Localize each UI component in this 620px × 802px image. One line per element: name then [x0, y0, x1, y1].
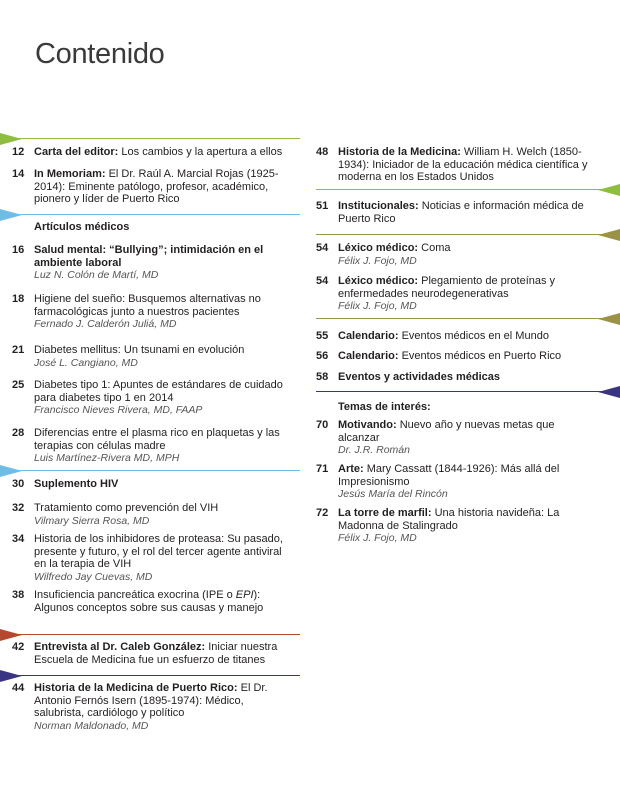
page-number: 38: [12, 589, 25, 601]
entry-lead: Entrevista al Dr. Caleb González:: [34, 641, 206, 653]
divider-line: [0, 470, 300, 471]
section-heading: Artículos médicos: [34, 221, 130, 233]
toc-entry[interactable]: [12, 533, 284, 583]
toc-entry[interactable]: [12, 478, 284, 491]
entry-title: Una historia navideña: La Madonna de Stalingrado: [338, 507, 560, 532]
entry-author: José L. Cangiano, MD: [34, 356, 138, 369]
page-number: 54: [316, 275, 329, 287]
divider-line: [316, 189, 620, 190]
divider-line: [0, 138, 300, 139]
entry-title: Plegamiento de proteínas y enfermedades neurodegenerativas: [338, 275, 556, 300]
page-number: 71: [316, 463, 329, 475]
entry-title: Diferencias entre el plasma rico en plaquetas y las terapias con células madre: [34, 427, 280, 452]
entry-title: Insuficiencia pancreática exocrina (IPE o: [34, 589, 236, 601]
entry-title: Mary Cassatt (1844-1926): Más allá del Impresionismo: [338, 463, 560, 488]
page-number: 51: [316, 200, 329, 212]
page-number: 34: [12, 533, 25, 545]
page-number: 12: [12, 146, 25, 158]
page-number: 58: [316, 371, 329, 383]
page-number: 14: [12, 168, 25, 180]
toc-entry[interactable]: [316, 463, 588, 501]
entry-title-cont: ): Algunos conceptos sobre sus causas y manejo: [34, 589, 264, 614]
divider-marker-olive: [598, 229, 620, 241]
page-number: 25: [12, 379, 25, 391]
entry-author: Wilfredo Jay Cuevas, MD: [34, 570, 153, 583]
entry-author: Félix J. Fojo, MD: [338, 254, 417, 267]
entry-title: Eventos médicos en el Mundo: [398, 330, 549, 342]
toc-entry[interactable]: [12, 244, 284, 282]
page-number: 70: [316, 419, 329, 431]
entry-title: El Dr. Raúl A. Marcial Rojas (1925-2014): Eminente patólogo, profesor, académico, pionero y líder de Puerto Rico: [34, 168, 279, 205]
divider-marker-green: [598, 184, 620, 196]
entry-title: Eventos médicos en Puerto Rico: [398, 350, 562, 362]
entry-lead: Eventos y actividades médicas: [338, 371, 501, 383]
page-title: Contenido: [35, 38, 165, 70]
entry-title: Los cambios y la apertura a ellos: [118, 146, 283, 158]
entry-title: William H. Welch (1850-1934): Iniciador de la educación médica científica y moderna en los Estados Unidos: [338, 146, 588, 183]
toc-entry[interactable]: [12, 168, 284, 206]
page-number: 18: [12, 293, 25, 305]
entry-lead: Institucionales:: [338, 200, 419, 212]
entry-title: Higiene del sueño: Busquemos alternativas no farmacológicas junto a nuestros pacientes: [34, 293, 261, 318]
toc-entry[interactable]: [12, 427, 284, 465]
page-number: 54: [316, 242, 329, 254]
entry-author: Dr. J.R. Román: [338, 444, 410, 456]
page-number: 28: [12, 427, 25, 439]
divider-line: [316, 391, 620, 392]
entry-title: Diabetes mellitus: Un tsunami en evolución: [34, 344, 245, 356]
entry-lead: Léxico médico:: [338, 242, 419, 254]
toc-entry[interactable]: [316, 350, 588, 363]
divider-marker-red: [0, 629, 22, 641]
entry-title: Historia de los inhibidores de proteasa: Su pasado, presente y futuro, y el rol del tercer agente antiviral en la terapia de VIH: [34, 533, 283, 570]
entry-lead: In Memoriam:: [34, 168, 106, 180]
page-number: 44: [12, 682, 25, 694]
toc-entry[interactable]: [12, 379, 284, 417]
page-number: 55: [316, 330, 329, 342]
entry-author: Fernado J. Calderón Juliá, MD: [34, 318, 177, 330]
divider-line: [0, 675, 300, 676]
divider-marker-green: [0, 133, 22, 145]
entry-title-italic: EPI: [235, 589, 254, 601]
section-heading: Temas de interés:: [338, 401, 431, 413]
toc-entry[interactable]: [316, 146, 588, 184]
divider-line: [0, 634, 300, 635]
entry-lead: Motivando:: [338, 419, 397, 431]
toc-entry[interactable]: [12, 293, 284, 331]
entry-title: Nuevo año y nuevas metas que alcanzar: [338, 419, 555, 444]
entry-lead: Arte:: [338, 463, 364, 475]
toc-entry[interactable]: [316, 275, 588, 313]
page-number: 16: [12, 244, 25, 256]
toc-entry[interactable]: [316, 419, 588, 457]
toc-entry[interactable]: [12, 344, 284, 369]
entry-title: Iniciar nuestra Escuela de Medicina fue un esfuerzo de titanes: [34, 641, 278, 666]
entry-lead: Calendario:: [338, 330, 399, 342]
entry-author: Luis Martínez-Rivera MD, MPH: [34, 452, 180, 464]
entry-author: Luz N. Colón de Martí, MD: [34, 269, 159, 281]
divider-line: [316, 318, 620, 319]
entry-lead: Carta del editor:: [34, 146, 119, 158]
entry-title: “Bullying”; intimidación en el ambiente laboral: [34, 244, 264, 269]
divider-marker-purple: [598, 386, 620, 398]
entry-title: Noticias e información médica de Puerto Rico: [338, 200, 584, 225]
divider-marker-blue: [0, 209, 22, 221]
entry-author: Norman Maldonado, MD: [34, 719, 149, 732]
toc-entry[interactable]: [316, 507, 588, 545]
toc-entry[interactable]: [12, 502, 284, 527]
toc-entry[interactable]: [12, 146, 284, 159]
entry-title: Tratamiento como prevención del VIH: [34, 502, 219, 514]
toc-entry[interactable]: [12, 682, 284, 732]
entry-lead: Calendario:: [338, 350, 399, 362]
entry-title: Diabetes tipo 1: Apuntes de estándares de cuidado para diabetes tipo 1 en 2014: [34, 379, 283, 404]
page-number: 42: [12, 641, 25, 653]
toc-entry[interactable]: [316, 200, 588, 225]
divider-marker-blue: [0, 465, 22, 477]
divider-line: [316, 234, 620, 235]
page-number: 32: [12, 502, 25, 514]
page-number: 30: [12, 478, 25, 490]
toc-entry[interactable]: [316, 330, 588, 343]
entry-author: Vilmary Sierra Rosa, MD: [34, 514, 150, 527]
entry-author: Félix J. Fojo, MD: [338, 532, 417, 544]
entry-author: Félix J. Fojo, MD: [338, 300, 417, 312]
divider-line: [0, 214, 300, 215]
entry-lead: Salud mental:: [34, 244, 107, 256]
toc-entry[interactable]: [12, 641, 284, 666]
divider-marker-olive: [598, 313, 620, 325]
toc-entry[interactable]: [12, 589, 284, 614]
entry-author: Jesús María del Rincón: [338, 488, 448, 500]
toc-entry[interactable]: [316, 242, 588, 267]
entry-lead: Léxico médico:: [338, 275, 419, 287]
page-number: 21: [12, 344, 25, 356]
entry-lead: La torre de marfil:: [338, 507, 432, 519]
entry-lead: Historia de la Medicina:: [338, 146, 461, 158]
page-number: 72: [316, 507, 329, 519]
entry-author: Francisco Nieves Rivera, MD, FAAP: [34, 404, 203, 416]
entry-lead: Suplemento HIV: [34, 478, 119, 490]
entry-title: Coma: [418, 242, 451, 254]
divider-marker-purple: [0, 670, 22, 682]
toc-entry[interactable]: [316, 371, 588, 384]
entry-lead: Historia de la Medicina de Puerto Rico:: [34, 682, 238, 694]
page-number: 56: [316, 350, 329, 362]
page-number: 48: [316, 146, 329, 158]
entry-title: El Dr. Antonio Fernós Isern (1895-1974): Médico, salubrista, cardiólogo y político: [34, 682, 268, 719]
